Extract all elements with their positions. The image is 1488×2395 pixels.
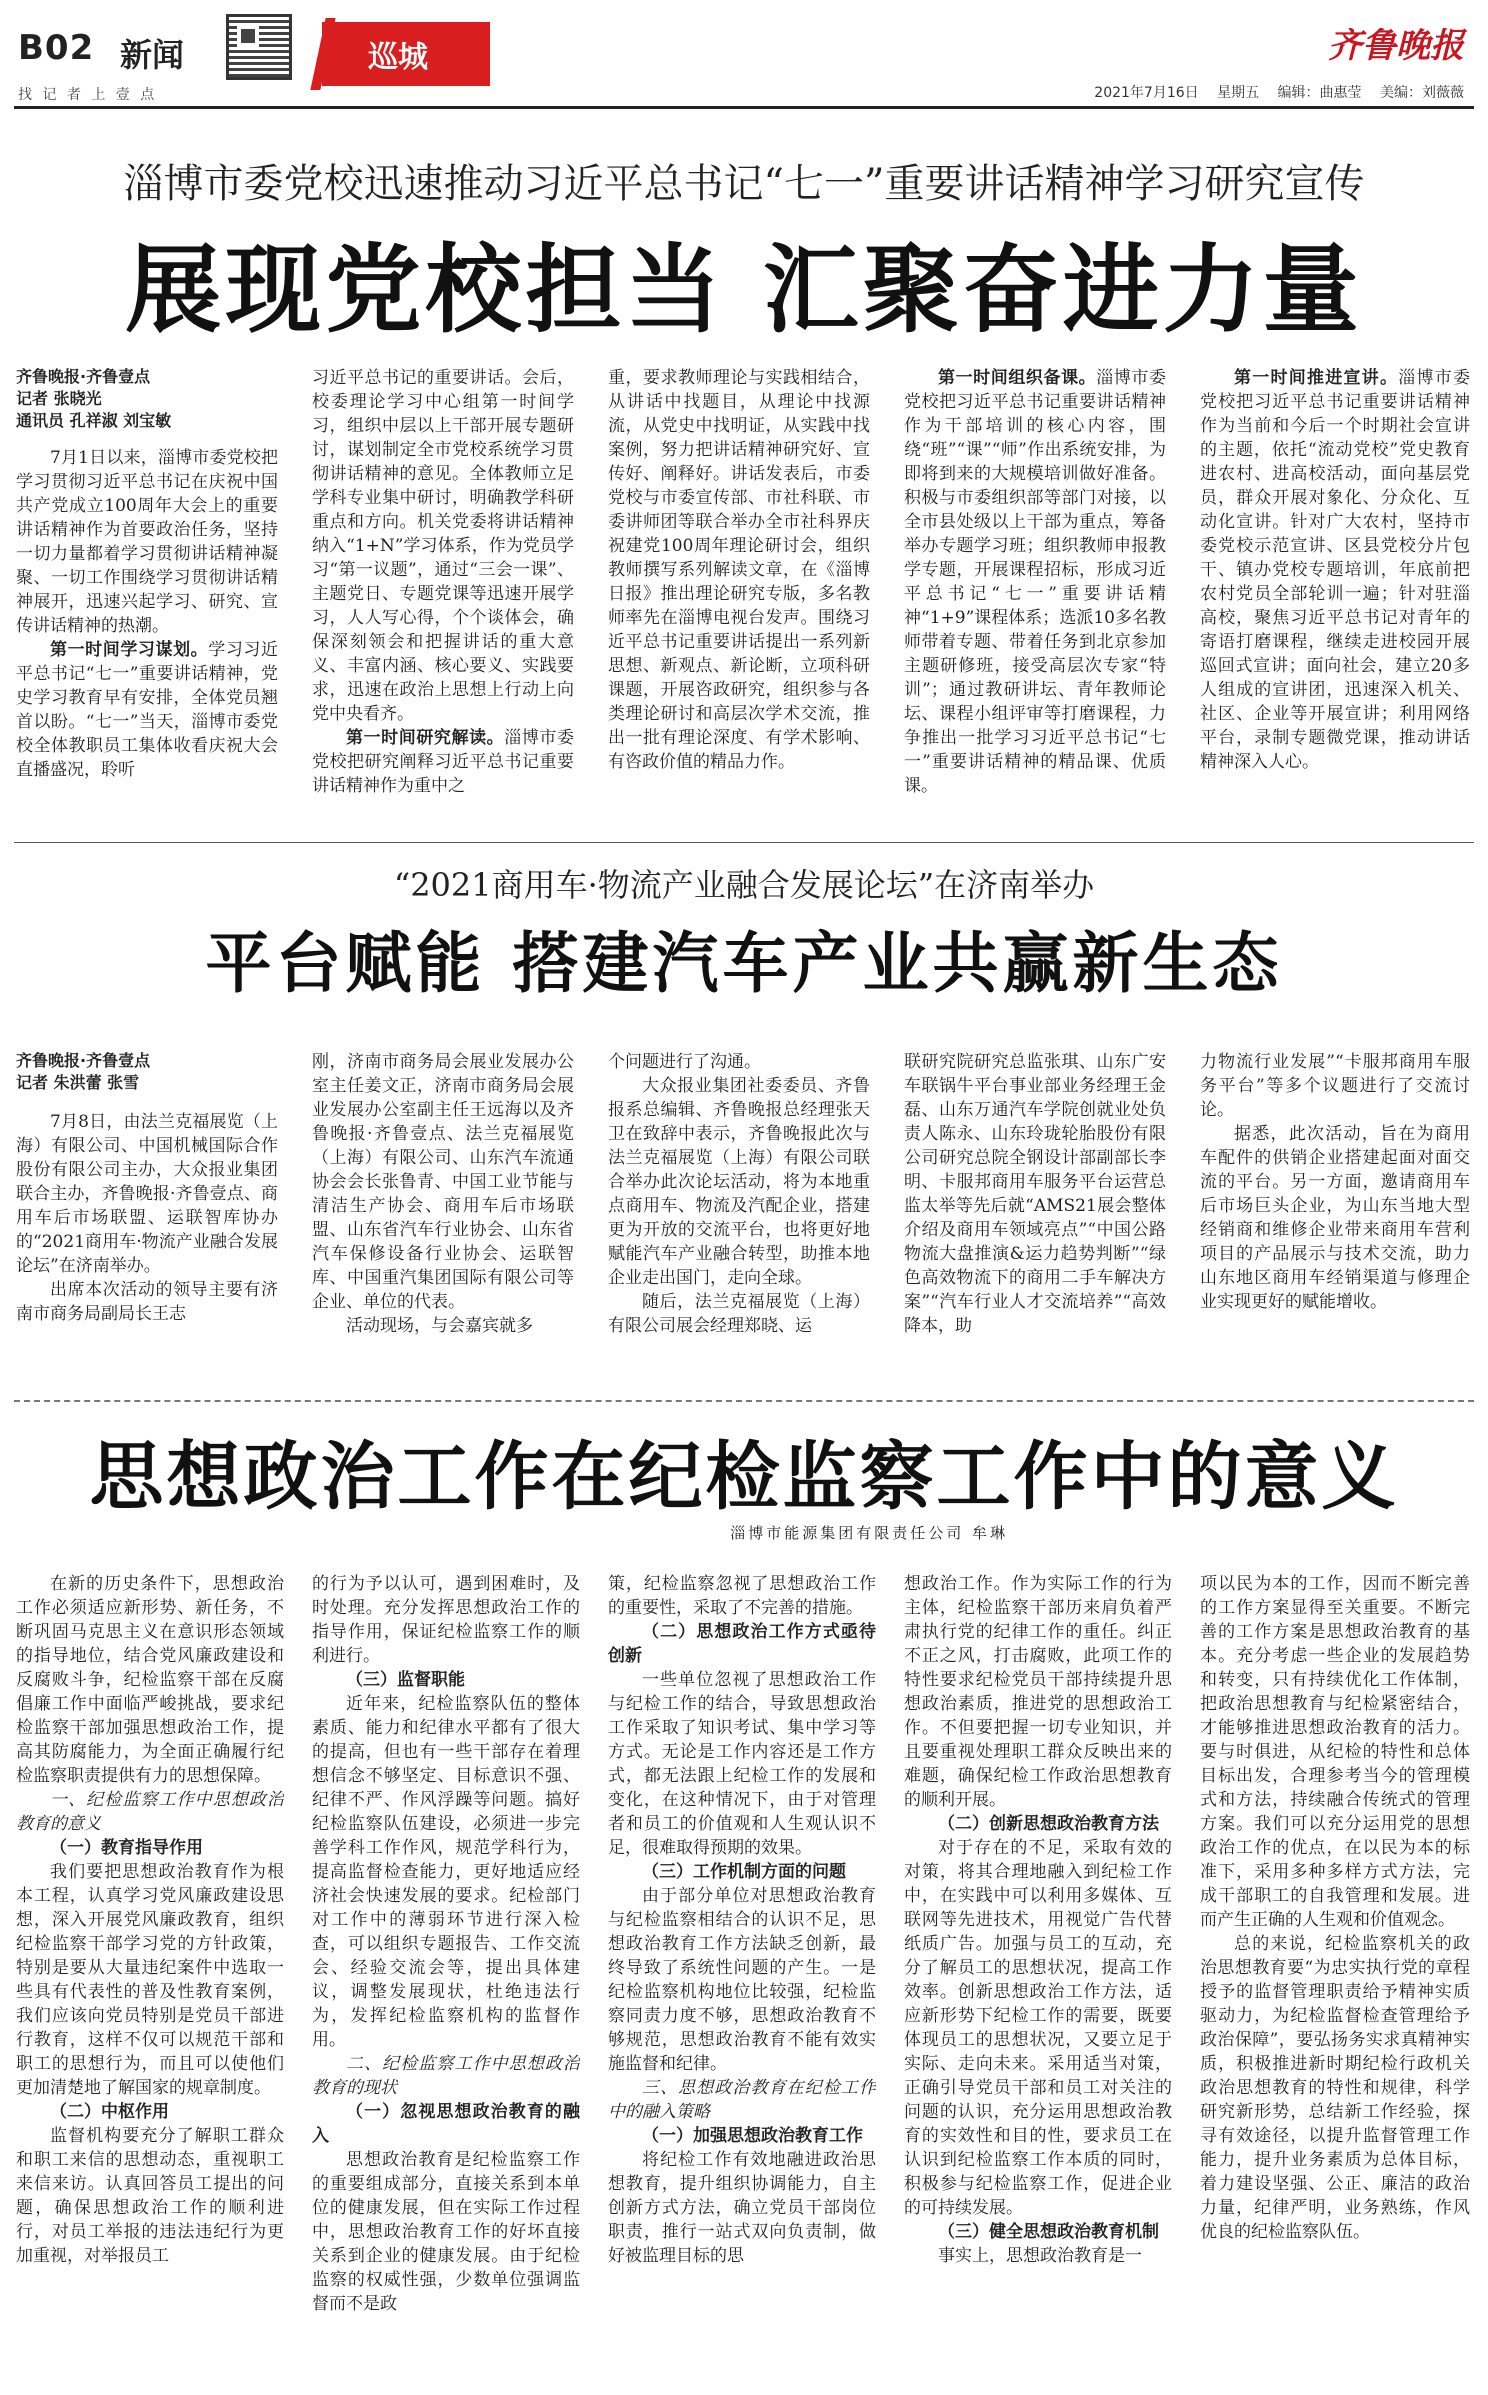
section-subheading: （三）监督职能 xyxy=(346,1670,465,1690)
section-subheading: （二）中枢作用 xyxy=(50,2102,169,2122)
editor-credit: 编辑：曲惠莹 xyxy=(1277,85,1362,101)
article1-byline xyxy=(16,366,278,432)
paragraph: 对于存在的不足，采取有效的对策，将其合理地融入到纪检工作中，在实践中可以利用多媒体、互联网等先进技术，用视觉广告代替纸质广告。加强与员工的互动，充分了解员工的思想状况，提高工作效率。创新思想政治工作方法，适应新形势下纪检工作的需要，既要体现员工的思想状况，又要立足于实际、走向未来。采用适当对策，正确引导党员干部和员工对关注的问题的认识，充分运用思想政治教育的实效性和目的性，要求员工在认识到纪检监察工作本质的同时，积极参与纪检监察工作，促进企业的可持续发展。 xyxy=(904,1838,1172,2218)
paragraph xyxy=(1200,366,1470,774)
byline-outlet: 齐鲁晚报·齐鲁壹点 xyxy=(16,367,151,386)
paragraph: 7月8日，由法兰克福展览（上海）有限公司、中国机械国际合作股份有限公司主办，大众报业集团联合主办，齐鲁晚报·齐鲁壹点、商用车后市场联盟、运联智库协办的“2021商用车·物流产业融合发展论坛”在济南举办。 xyxy=(16,1112,278,1276)
paragraph: 活动现场，与会嘉宾就多 xyxy=(346,1316,533,1336)
section-subheading: （一）加强思想政治教育工作 xyxy=(642,2126,863,2146)
section-tag xyxy=(322,22,490,86)
section-subheading: （二）创新思想政治教育方法 xyxy=(938,1814,1159,1834)
article1-col1 xyxy=(16,366,278,826)
paragraph: 联研究院研究总监张琪、山东广安车联锅牛平台事业部业务经理王金磊、山东万通汽车学院创就业处负责人陈永、山东玲珑轮胎股份有限公司研究总院全钢设计部副部长李明、卡服邦商用车服务平台运营总监太举等先后就“AMS21展会整体介绍及商用车领域亮点”“中国公路物流大盘推演&运力趋势判断”“绿色高效物流下的商用二手车解决方案”“汽车行业人才交流培养”“高效降本，助 xyxy=(904,1052,1166,1336)
article1-col4 xyxy=(904,366,1166,826)
subhead: 第一时间组织备课。 xyxy=(938,368,1097,388)
article-divider-dashed xyxy=(14,1400,1474,1402)
paragraph-text: 淄博市委党校把研究阐释习近平总书记重要讲话精神作为重中之 xyxy=(312,728,574,796)
article1-col3 xyxy=(608,366,870,826)
page-header xyxy=(0,0,1488,110)
article1-col5 xyxy=(1200,366,1470,826)
paragraph-text: 淄博市委党校把习近平总书记重要讲话精神作为当前和今后一个时期社会宣讲的主题，依托“流动党校”党史教育进农村、进高校活动，面向基层党员，群众开展对象化、分众化、互动化宣讲。针对广大农村，坚持市委党校示范宣讲、区县党校分片包干、镇办党校专题培训，年底前把农村党员全部轮训一遍；针对驻淄高校，聚焦习近平总书记对青年的寄语打磨课程，继续走进校园开展巡回式宣讲；面向社会，建立20多人组成的宣讲团，迅速深入机关、社区、企业等开展宣讲；利用网络平台，录制专题微党课，推动讲话精神深入人心。 xyxy=(1200,368,1470,772)
issue-weekday: 星期五 xyxy=(1217,85,1260,101)
section-name: 新闻 xyxy=(120,36,185,74)
paragraph: 力物流行业发展”“卡服邦商用车服务平台”等多个议题进行了交流讨论。 xyxy=(1200,1052,1470,1120)
byline-correspondent: 通讯员 孔祥淑 刘宝敏 xyxy=(16,411,172,430)
paragraph: 近年来，纪检监察队伍的整体素质、能力和纪律水平都有了很大的提高，但也有一些干部存在着理想信念不够坚定、目标意识不强、纪律不严、作风浮躁等问题。搞好纪检监察队伍建设，必须进一步完善学科工作作风，规范学科行为，提高监督检查能力，更好地适应经济社会快速发展的要求。纪检部门对工作中的薄弱环节进行深入检查，可以组织专题报告、工作交流会、经验交流会等，提出具体建议，调整发展现状，杜绝违法行为，发挥纪检监察机构的监督作用。 xyxy=(312,1694,580,2050)
paragraph: 一些单位忽视了思想政治工作与纪检工作的结合，导致思想政治工作采取了知识考试、集中学习等方式。无论是工作内容还是工作方式，都无法跟上纪检工作的发展和变化，在这种情况下，由于对管理者和员工的价值观和人生观认识不足，很难取得预期的效果。 xyxy=(608,1670,876,1858)
paragraph: 策，纪检监察忽视了思想政治工作的重要性，采取了不完善的措施。 xyxy=(608,1574,876,1618)
paragraph: 事实上，思想政治教育是一 xyxy=(938,2246,1142,2266)
paragraph: 出席本次活动的领导主要有济南市商务局副局长王志 xyxy=(16,1280,278,1324)
article3-col4 xyxy=(904,1572,1172,2382)
header-rule xyxy=(14,106,1474,109)
paragraph: 的行为予以认可，遇到困难时，及时处理。充分发挥思想政治工作的指导作用，保证纪检监察工作的顺利进行。 xyxy=(312,1574,580,1666)
paragraph: 刚，济南市商务局会展业发展办公室主任姜文正，济南市商务局会展业发展办公室副主任王远海以及齐鲁晚报·齐鲁壹点、法兰克福展览（上海）有限公司、山东汽车流通协会会长张鲁青、中国工业节能与清洁生产协会、商用车后市场联盟、山东省汽车行业协会、山东省汽车保修设备行业协会、运联智库、中国重汽集团国际有限公司等企业、单位的代表。 xyxy=(312,1052,574,1312)
paragraph-text: 学习习近平总书记“七一”重要讲话精神，党史学习教育早有安排，全体党员翘首以盼。“七一”当天，淄博市委党校全体教职员工集体收看庆祝大会直播盛况，聆听 xyxy=(16,640,278,780)
article2-col2 xyxy=(312,1050,574,1380)
qr-code-icon[interactable] xyxy=(226,14,292,80)
masthead-logo: 齐鲁晚报 xyxy=(1328,26,1464,66)
article2-col3 xyxy=(608,1050,870,1380)
paragraph: 随后，法兰克福展览（上海）有限公司展会经理郑晓、运 xyxy=(608,1292,870,1336)
section-subheading: （二）思想政治工作方式亟待创新 xyxy=(608,1622,876,1666)
paragraph: 项以民为本的工作，因而不断完善的工作方案显得至关重要。不断完善的工作方案是思想政治教育的基本。充分考虑一些企业的发展趋势和转变，只有持续优化工作体制，把政治思想教育与纪检紧密结合，才能够推进思想政治教育的活力。要与时俱进，从纪检的特性和总体目标出发，合理参考当今的管理模式和方法，持续融合传统式的管理方案。我们可以充分运用党的思想政治工作的优点，在以民为本的标准下，采用多种多样方式方法，完成干部职工的自我管理和发展。进而产生正确的人生观和价值观念。 xyxy=(1200,1574,1470,1930)
article1-headline: 展现党校担当 汇聚奋进力量 xyxy=(125,234,1363,346)
paragraph xyxy=(16,638,278,782)
designer-credit: 美编：刘薇薇 xyxy=(1380,85,1464,101)
paragraph xyxy=(312,726,574,798)
paragraph: 个问题进行了沟通。 xyxy=(608,1052,761,1072)
section-subheading: （一）忽视思想政治教育的融入 xyxy=(312,2102,580,2146)
byline-outlet: 齐鲁晚报·齐鲁壹点 xyxy=(16,1051,151,1070)
article2-col1 xyxy=(16,1050,278,1380)
article2-headline: 平台赋能 搭建汽车产业共赢新生态 xyxy=(205,925,1283,1002)
article3-author: 淄博市能源集团有限责任公司 牟琳 xyxy=(730,1524,1008,1542)
paragraph: 我们要把思想政治教育作为根本工程，认真学习党风廉政建设思想，深入开展党风廉政教育，组织纪检监察干部学习党的方针政策，特别是要从大量违纪案件中选取一些具有代表性的普及性教育案例，我们应该向党员特别是党员干部进行教育，这样不仅可以规范干部和职工的思想行为，而且可以使他们更加清楚地了解国家的规章制度。 xyxy=(16,1862,284,2098)
section-tag-label: 巡城 xyxy=(368,40,428,75)
article-divider xyxy=(14,842,1474,843)
article3-headline: 思想政治工作在纪检监察工作中的意义 xyxy=(89,1434,1399,1520)
article3-col5 xyxy=(1200,1572,1470,2382)
slogan: 找 记 者 上 壹 点 xyxy=(18,87,158,103)
article2-col5 xyxy=(1200,1050,1470,1380)
article3-col2 xyxy=(312,1572,580,2382)
article1-col2 xyxy=(312,366,574,826)
paragraph: 想政治工作。作为实际工作的行为主体，纪检监察干部历来肩负着严肃执行党的纪律工作的重任。纠正不正之风，打击腐败，此项工作的特性要求纪检党员干部持续提升思想政治素质，推进党的思想政治工作。不但要把握一切专业知识，并且要重视处理职工群众反映出来的难题，确保纪检工作政治思想教育的顺利开展。 xyxy=(904,1574,1172,1810)
section-subheading: （一）教育指导作用 xyxy=(50,1838,203,1858)
section-subheading: （三）工作机制方面的问题 xyxy=(642,1862,846,1882)
paragraph: 在新的历史条件下，思想政治工作必须适应新形势、新任务，不断巩固马克思主义在意识形态领域的指导地位，结合党风廉政建设和反腐败斗争，纪检监察干部在反腐倡廉工作中面临严峻挑战，要求纪检监察干部加强思想政治工作，提高其防腐能力，为全面正确履行纪检监察职责提供有力的思想保障。 xyxy=(16,1574,284,1786)
section-heading: 一、纪检监察工作中思想政治教育的意义 xyxy=(16,1790,284,1834)
paragraph: 思想政治教育是纪检监察工作的重要组成部分，直接关系到本单位的健康发展，但在实际工作过程中，思想政治教育工作的好坏直接关系到企业的健康发展。由于纪检监察的权威性强，少数单位强调监督而不是政 xyxy=(312,2150,580,2314)
paragraph: 将纪检工作有效地融进政治思想教育，提升组织协调能力，自主创新方式方法，确立党员干部岗位职责，推行一站式双向负责制，做好被监理目标的思 xyxy=(608,2150,876,2266)
paragraph: 重，要求教师理论与实践相结合，从讲话中找题目，从理论中找源流，从党史中找明证，从实践中找案例，努力把讲话精神研究好、宣传好、阐释好。讲话发表后，市委党校与市委宣传部、市社科联、市委讲师团等联合举办全市社科界庆祝建党100周年理论研讨会，组织教师撰写系列解读文章，在《淄博日报》推出理论研究专版，多名教师率先在淄博电视台发声。围绕习近平总书记重要讲话提出一系列新思想、新观点、新论断，立项科研课题，开展咨政研究，组织参与各类理论研讨和高层次学术交流，推出一批有理论深度、有学术影响、有咨政价值的精品力作。 xyxy=(608,368,870,772)
article2-kicker: “2021商用车·物流产业融合发展论坛”在济南举办 xyxy=(393,866,1095,904)
paragraph-text: 淄博市委党校把习近平总书记重要讲话精神作为干部培训的核心内容，围绕“班”“课”“师”作出系统安排，为即将到来的大规模培训做好准备。积极与市委组织部等部门对接，以全市县处级以上干部为重点，筹备举办专题学习班；组织教师申报教学专题，开展课程招标，形成习近平总书记“七一”重要讲话精神“1+9”课程体系；选派10多名教师带着专题、带着任务到北京参加主题研修班，接受高层次专家“特训”；通过教研讲坛、青年教师论坛、课程小组评审等打磨课程，力争推出一批学习习近平总书记“七一”重要讲话精神的精品课、优质课。 xyxy=(904,368,1166,796)
article2-col4 xyxy=(904,1050,1166,1380)
issue-date: 2021年7月16日 xyxy=(1094,85,1199,101)
paragraph: 据悉，此次活动，旨在为商用车配件的供销企业搭建起面对面交流的平台。另一方面，邀请商用车后市场巨头企业，为山东当地大型经销商和维修企业带来商用车营利项目的产品展示与技术交流，助力山东地区商用车经销渠道与修理企业实现更好的赋能增收。 xyxy=(1200,1124,1470,1312)
section-heading: 二、纪检监察工作中思想政治教育的现状 xyxy=(312,2054,580,2098)
section-heading: 三、思想政治教育在纪检工作中的融入策略 xyxy=(608,2078,876,2122)
article2-byline xyxy=(16,1050,278,1094)
byline-reporter: 记者 朱洪蕾 张雪 xyxy=(16,1073,140,1092)
subhead: 第一时间学习谋划。 xyxy=(50,640,209,660)
byline-reporter: 记者 张晓光 xyxy=(16,389,102,408)
section-subheading: （三）健全思想政治教育机制 xyxy=(938,2222,1159,2242)
paragraph: 监督机构要充分了解职工群众和职工来信的思想动态，重视职工来信来访。认真回答员工提出的问题，确保思想政治工作的顺利进行，对员工举报的违法违纪行为更加重视，对举报员工 xyxy=(16,2126,284,2266)
page-number: B02 xyxy=(18,28,95,68)
paragraph: 由于部分单位对思想政治教育与纪检监察相结合的认识不足，思想政治教育工作方法缺乏创新，最终导致了系统性问题的产生。一是纪检监察机构地位比较强，纪检监察同责力度不够，思想政治教育不够规范，思想政治教育不能有效实施监督和纪律。 xyxy=(608,1886,876,2074)
article1-kicker: 淄博市委党校迅速推动习近平总书记“七一”重要讲话精神学习研究宣传 xyxy=(123,161,1365,207)
article3-col1 xyxy=(16,1572,284,2382)
header-meta xyxy=(1080,82,1464,102)
paragraph xyxy=(904,366,1166,798)
subhead: 第一时间研究解读。 xyxy=(346,728,505,748)
paragraph: 习近平总书记的重要讲话。会后，校委理论学习中心组第一时间学习，组织中层以上干部开展专题研讨，谋划制定全市党校系统学习贯彻讲话精神的意见。全体教师立足学科专业集中研讨，明确教学科研重点和方向。机关党委将讲话精神纳入“1+N”学习体系，作为党员学习“第一议题”，通过“三会一课”、主题党日、专题党课等迅速开展学习，人人写心得，个个谈体会，确保深刻领会和把握讲话的重大意义、丰富内涵、核心要义、实践要求，迅速在政治上思想上行动上向党中央看齐。 xyxy=(312,368,574,724)
paragraph: 大众报业集团社委委员、齐鲁报系总编辑、齐鲁晚报总经理张天卫在致辞中表示，齐鲁晚报此次与法兰克福展览（上海）有限公司联合举办此次论坛活动，将为本地重点商用车、物流及汽配企业，搭建更为开放的交流平台，也将更好地赋能汽车产业融合转型，助推本地企业走出国门，走向全球。 xyxy=(608,1076,870,1288)
article3-col3 xyxy=(608,1572,876,2382)
paragraph: 总的来说，纪检监察机关的政治思想教育要“为忠实执行党的章程授予的监督管理职责给予精神实质驱动力，为纪检监督检查管理给予政治保障”，要弘扬务实求真精神实质，积极推进新时期纪检行政机关政治思想教育的特性和规律，科学研究新形势，总结新工作经验，探寻有效途径，以提升监督管理工作能力，提升业务素质为总体目标，着力建设坚强、公正、廉洁的政治力量，纪律严明，业务熟练，作风优良的纪检监察队伍。 xyxy=(1200,1934,1470,2242)
subhead: 第一时间推进宣讲。 xyxy=(1234,368,1399,388)
paragraph: 7月1日以来，淄博市委党校把学习贯彻习近平总书记在庆祝中国共产党成立100周年大会上的重要讲话精神作为首要政治任务，坚持一切力量都着学习贯彻讲话精神凝聚、一切工作围绕学习贯彻讲话精神展开，迅速兴起学习、研究、宣传讲话精神的热潮。 xyxy=(16,448,278,636)
